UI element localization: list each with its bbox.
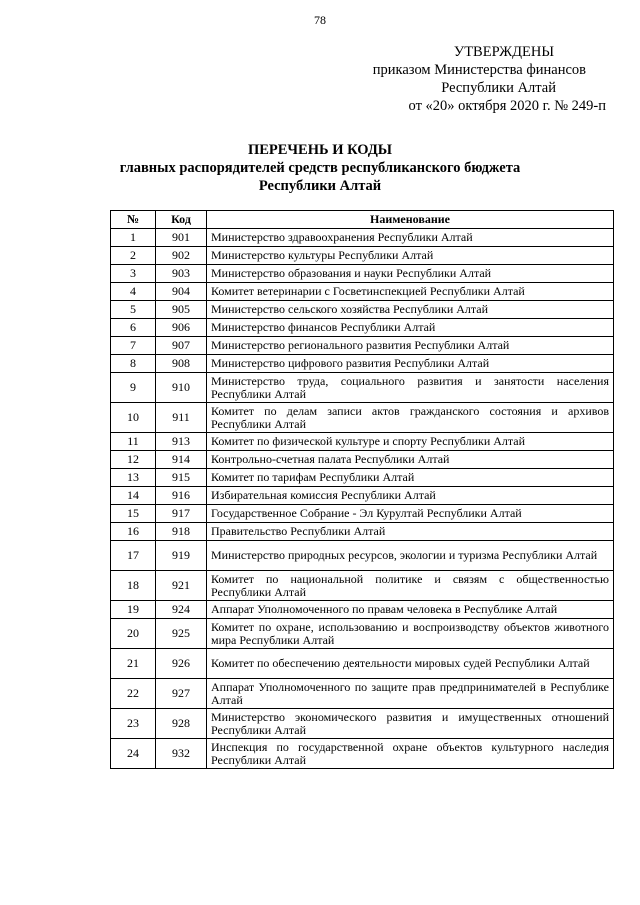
row-number: 9 [111, 373, 156, 403]
table-body [111, 229, 614, 769]
header-number: № [111, 211, 156, 229]
row-number: 4 [111, 283, 156, 301]
row-number: 12 [111, 451, 156, 469]
row-number: 19 [111, 601, 156, 619]
row-name: Комитет ветеринарии с Госветинспекцией Республики Алтай [207, 283, 614, 301]
row-code: 916 [156, 487, 207, 505]
row-code: 914 [156, 451, 207, 469]
table-row [111, 469, 614, 487]
table-row [111, 337, 614, 355]
codes-table [110, 210, 614, 769]
row-name: Министерство культуры Республики Алтай [207, 247, 614, 265]
row-code: 926 [156, 649, 207, 679]
row-name: Государственное Собрание - Эл Курултай Республики Алтай [207, 505, 614, 523]
row-name: Комитет по охране, использованию и воспроизводству объектов животного мира Республики Алтай [207, 619, 614, 649]
approval-block [373, 43, 606, 115]
row-code: 902 [156, 247, 207, 265]
row-code: 919 [156, 541, 207, 571]
row-number: 13 [111, 469, 156, 487]
row-number: 1 [111, 229, 156, 247]
row-number: 3 [111, 265, 156, 283]
table-row [111, 505, 614, 523]
row-number: 18 [111, 571, 156, 601]
row-code: 927 [156, 679, 207, 709]
table-row [111, 619, 614, 649]
row-code: 905 [156, 301, 207, 319]
row-number: 5 [111, 301, 156, 319]
table-row [111, 541, 614, 571]
table-row [111, 283, 614, 301]
approval-region: Республики Алтай [441, 80, 556, 96]
row-name: Комитет по национальной политике и связям с общественностью Республики Алтай [207, 571, 614, 601]
page-number: 78 [314, 13, 326, 27]
table-row [111, 709, 614, 739]
approval-order: приказом Министерства финансов [372, 62, 586, 78]
row-name: Министерство цифрового развития Республики Алтай [207, 355, 614, 373]
row-code: 932 [156, 739, 207, 769]
row-name: Министерство экономического развития и имущественных отношений Республики Алтай [207, 709, 614, 739]
header-name: Наименование [207, 211, 614, 229]
table-row [111, 355, 614, 373]
table-row [111, 373, 614, 403]
heading-title: ПЕРЕЧЕНЬ И КОДЫ [247, 142, 393, 158]
table-row [111, 229, 614, 247]
row-number: 24 [111, 739, 156, 769]
row-code: 913 [156, 433, 207, 451]
row-code: 910 [156, 373, 207, 403]
row-number: 2 [111, 247, 156, 265]
approval-title: УТВЕРЖДЕНЫ [453, 44, 554, 60]
heading-region: Республики Алтай [258, 178, 382, 194]
document-heading [0, 141, 640, 195]
row-code: 901 [156, 229, 207, 247]
row-name: Инспекция по государственной охране объектов культурного наследия Республики Алтай [207, 739, 614, 769]
row-code: 907 [156, 337, 207, 355]
table-row [111, 433, 614, 451]
table-row [111, 487, 614, 505]
row-name: Аппарат Уполномоченного по защите прав предпринимателей в Республике Алтай [207, 679, 614, 709]
table-row [111, 523, 614, 541]
row-name: Министерство образования и науки Республики Алтай [207, 265, 614, 283]
table-row [111, 601, 614, 619]
row-name: Министерство финансов Республики Алтай [207, 319, 614, 337]
row-code: 908 [156, 355, 207, 373]
row-number: 21 [111, 649, 156, 679]
row-number: 8 [111, 355, 156, 373]
row-number: 20 [111, 619, 156, 649]
row-code: 911 [156, 403, 207, 433]
table-row [111, 403, 614, 433]
header-code: Код [156, 211, 207, 229]
table-row [111, 247, 614, 265]
row-name: Министерство сельского хозяйства Республики Алтай [207, 301, 614, 319]
row-code: 906 [156, 319, 207, 337]
row-code: 921 [156, 571, 207, 601]
row-name: Комитет по делам записи актов гражданского состояния и архивов Республики Алтай [207, 403, 614, 433]
row-number: 15 [111, 505, 156, 523]
row-name: Комитет по тарифам Республики Алтай [207, 469, 614, 487]
row-name: Комитет по физической культуре и спорту Республики Алтай [207, 433, 614, 451]
table-header-row [111, 211, 614, 229]
approval-date: от «20» октября 2020 г. № 249-п [408, 98, 606, 114]
table-row [111, 451, 614, 469]
row-number: 11 [111, 433, 156, 451]
row-name: Избирательная комиссия Республики Алтай [207, 487, 614, 505]
row-name: Аппарат Уполномоченного по правам человека в Республике Алтай [207, 601, 614, 619]
row-code: 924 [156, 601, 207, 619]
row-number: 23 [111, 709, 156, 739]
row-number: 10 [111, 403, 156, 433]
row-number: 22 [111, 679, 156, 709]
table-row [111, 739, 614, 769]
row-name: Министерство труда, социального развития и занятости населения Республики Алтай [207, 373, 614, 403]
table-row [111, 679, 614, 709]
row-code: 928 [156, 709, 207, 739]
row-name: Министерство регионального развития Республики Алтай [207, 337, 614, 355]
row-code: 915 [156, 469, 207, 487]
table-row [111, 265, 614, 283]
row-number: 6 [111, 319, 156, 337]
row-name: Комитет по обеспечению деятельности мировых судей Республики Алтай [207, 649, 614, 679]
row-number: 14 [111, 487, 156, 505]
heading-subtitle: главных распорядителей средств республиканского бюджета [119, 160, 521, 176]
row-number: 16 [111, 523, 156, 541]
row-number: 7 [111, 337, 156, 355]
row-number: 17 [111, 541, 156, 571]
row-name: Правительство Республики Алтай [207, 523, 614, 541]
row-name: Контрольно-счетная палата Республики Алтай [207, 451, 614, 469]
table-row [111, 571, 614, 601]
row-name: Министерство здравоохранения Республики Алтай [207, 229, 614, 247]
table-row [111, 301, 614, 319]
table-row [111, 319, 614, 337]
row-code: 925 [156, 619, 207, 649]
row-code: 904 [156, 283, 207, 301]
row-name: Министерство природных ресурсов, экологии и туризма Республики Алтай [207, 541, 614, 571]
row-code: 918 [156, 523, 207, 541]
table-row [111, 649, 614, 679]
row-code: 903 [156, 265, 207, 283]
row-code: 917 [156, 505, 207, 523]
